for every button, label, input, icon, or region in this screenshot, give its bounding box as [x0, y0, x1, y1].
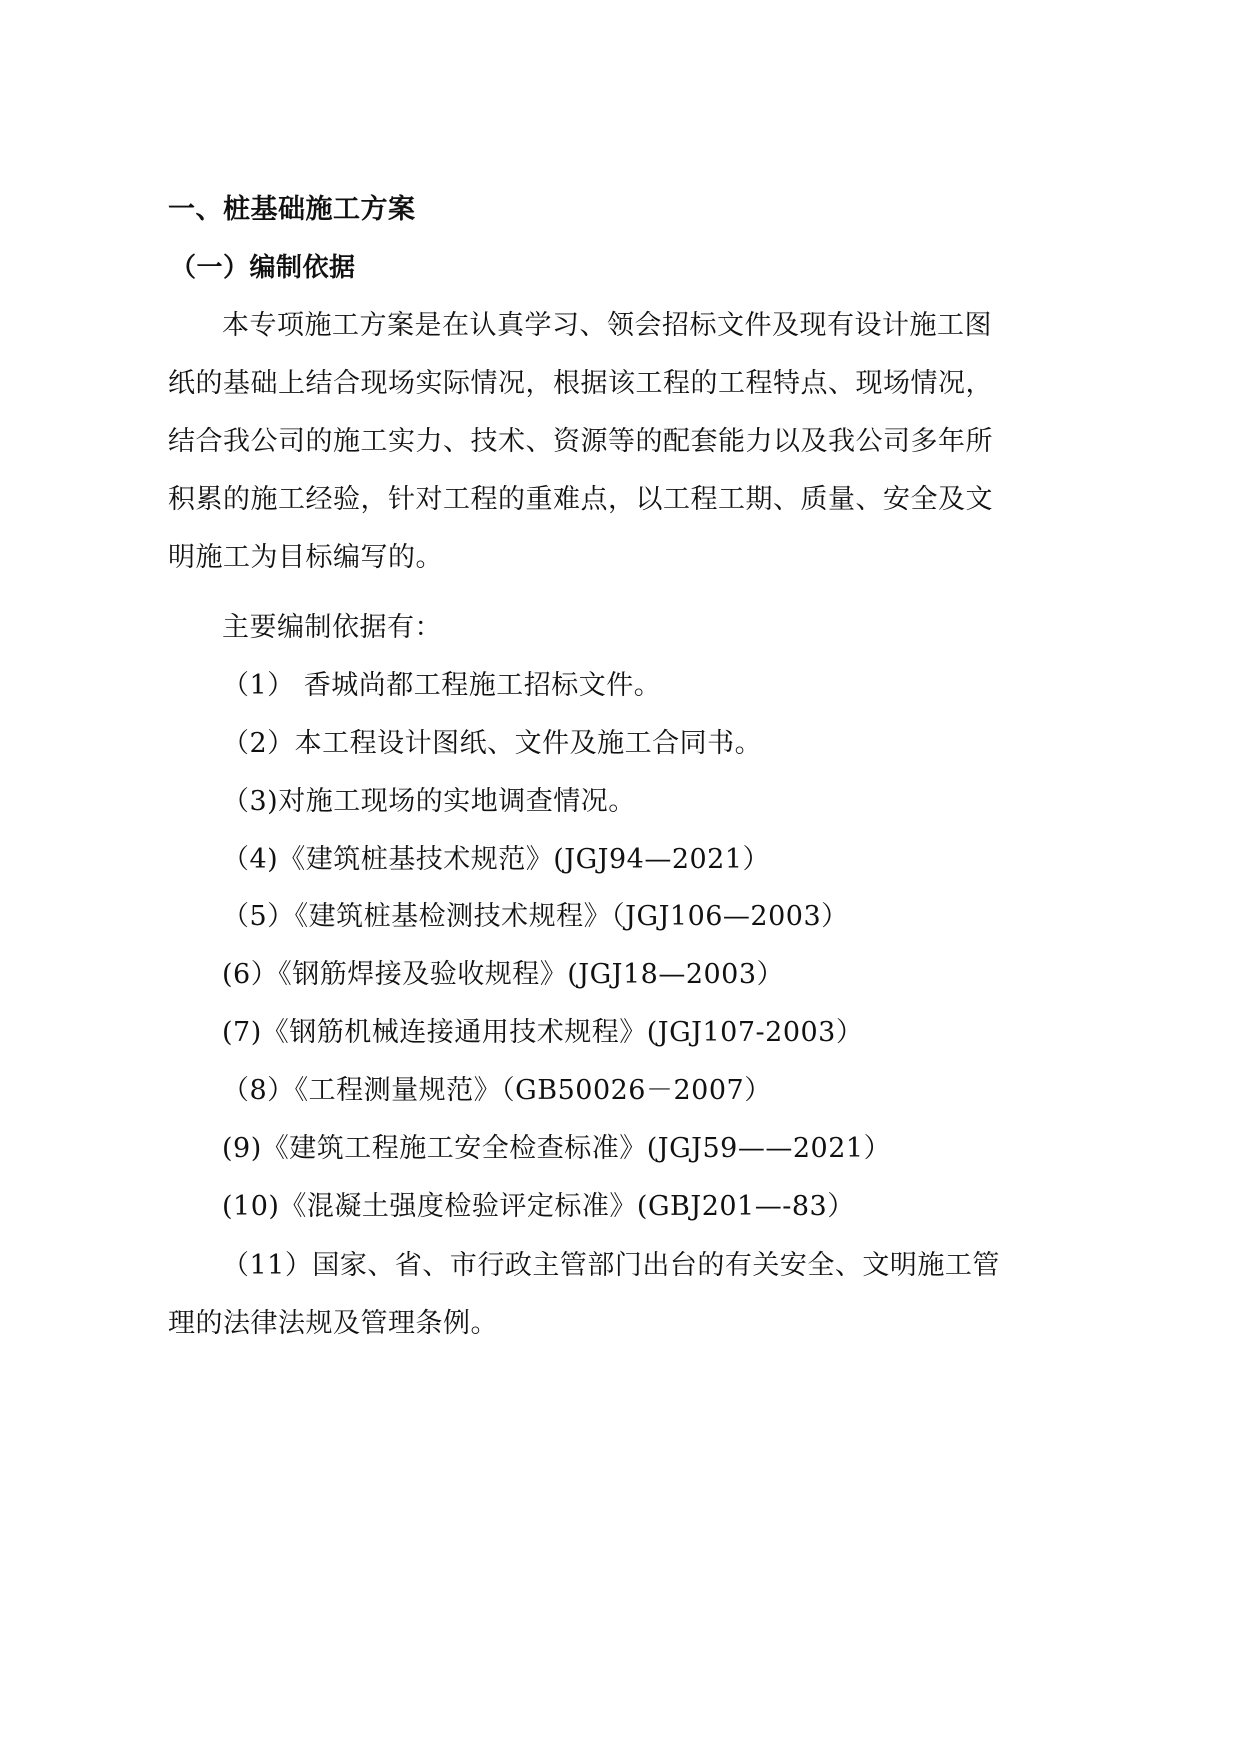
- basis-item: （3)对施工现场的实地调查情况。: [222, 786, 636, 817]
- intro-paragraph-line: 本专项施工方案是在认真学习、领会招标文件及现有设计施工图: [222, 310, 992, 341]
- basis-item: （5）《建筑桩基检测技术规程》（JGJ106—2003）: [222, 901, 849, 932]
- intro-paragraph-line: 明施工为目标编写的。: [168, 542, 443, 573]
- section-heading: 一、桩基础施工方案: [168, 194, 416, 225]
- basis-item-continuation: 理的法律法规及管理条例。: [168, 1308, 498, 1339]
- subsection-heading: （一）编制依据: [170, 253, 356, 283]
- basis-item: (6）《钢筋焊接及验收规程》(JGJ18—2003）: [222, 959, 785, 990]
- intro-paragraph-line: 纸的基础上结合现场实际情况，根据该工程的工程特点、现场情况，: [168, 368, 993, 399]
- basis-item: （2）本工程设计图纸、文件及施工合同书。: [222, 728, 763, 759]
- basis-item: （8）《工程测量规范》（GB50026－2007）: [222, 1075, 772, 1106]
- basis-item: （4)《建筑桩基技术规范》(JGJ94—2021）: [222, 844, 771, 875]
- basis-intro: 主要编制依据有：: [222, 612, 442, 643]
- intro-paragraph-line: 积累的施工经验，针对工程的重难点，以工程工期、质量、安全及文: [168, 484, 993, 515]
- basis-item: (7)《钢筋机械连接通用技术规程》(JGJ107-2003）: [222, 1017, 864, 1048]
- basis-item: (9)《建筑工程施工安全检查标准》(JGJ59——2021）: [222, 1133, 892, 1164]
- basis-item: （1） 香城尚都工程施工招标文件。: [222, 670, 662, 701]
- intro-paragraph-line: 结合我公司的施工实力、技术、资源等的配套能力以及我公司多年所: [168, 426, 993, 457]
- basis-item: （11）国家、省、市行政主管部门出台的有关安全、文明施工管: [222, 1250, 1000, 1281]
- basis-item: (10)《混凝土强度检验评定标准》(GBJ201—-83）: [222, 1191, 855, 1222]
